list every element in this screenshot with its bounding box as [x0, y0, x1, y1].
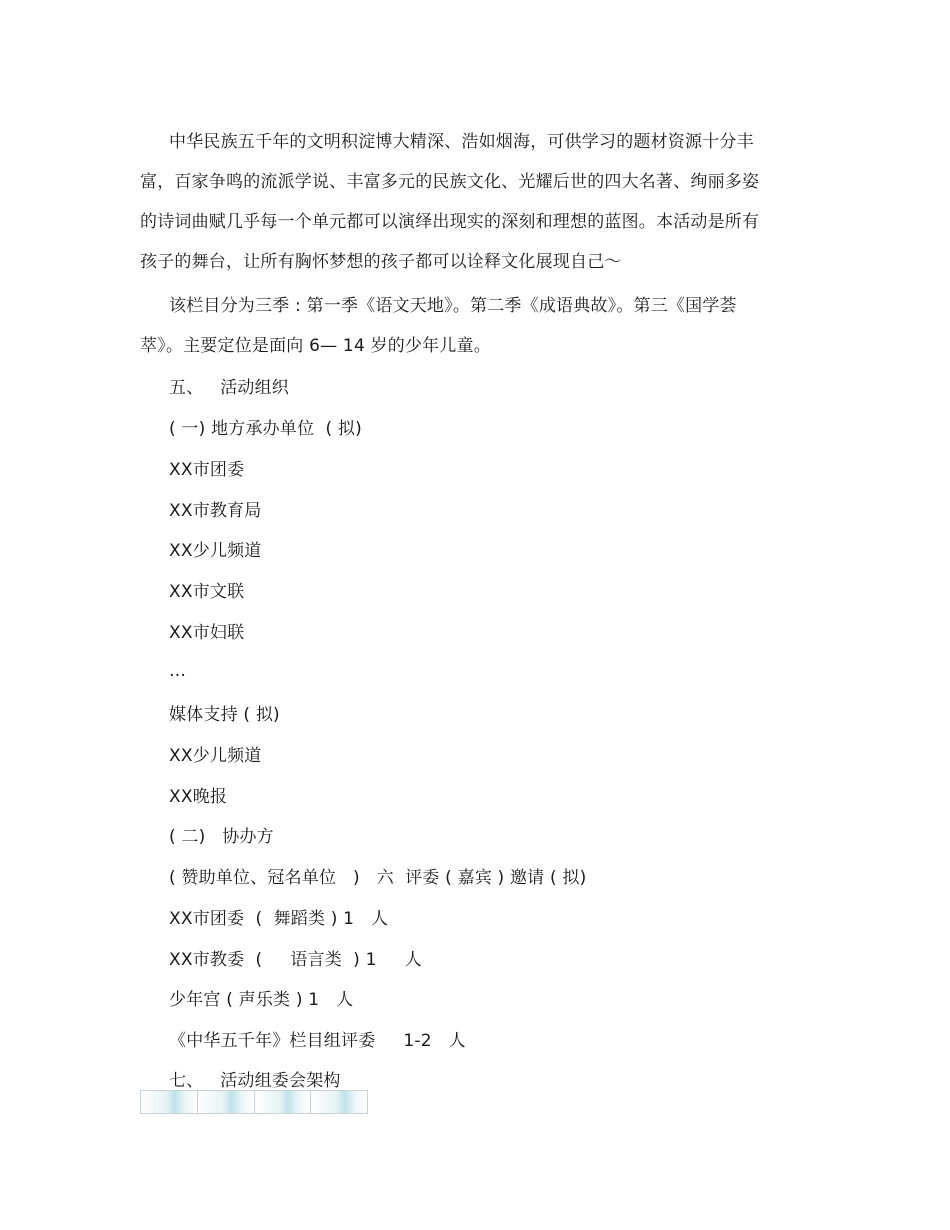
org-chart-box: [311, 1091, 367, 1113]
sub-heading-co-organizers: ( 二) 协办方: [169, 827, 274, 847]
intro-paragraph-1: 中华民族五千年的文明积淀博大精深、浩如烟海，可供学习的题材资源十分丰富，百家争鸣的流派学说、丰富多元的民族文化、光耀后世的四大名著、绚丽多姿的诗词曲赋几乎每一个单元都可以演绎出现实的深刻和理想的蓝图。本活动是所有孩子的舞台，让所有胸怀梦想的孩子都可以诠释文化展现自己～: [140, 132, 760, 272]
organizer-item: XX市妇联: [169, 623, 245, 643]
judge-item: 少年宫 ( 声乐类 ) 1 人: [169, 990, 354, 1010]
section-5-heading: 五、 活动组织: [169, 378, 290, 398]
media-item: XX晚报: [169, 787, 228, 807]
organizer-item: XX少儿频道: [169, 541, 262, 561]
org-chart-box: [255, 1091, 312, 1113]
org-chart-box: [141, 1091, 198, 1113]
section-7-heading: 七、 活动组委会架构: [169, 1071, 341, 1091]
sponsor-and-judges-line: ( 赞助单位、冠名单位 ) 六 评委 ( 嘉宾 ) 邀请 ( 拟): [169, 868, 587, 888]
judge-item: XX市教委 ( 语言类 ) 1 人: [169, 950, 422, 970]
media-support-heading: 媒体支持 ( 拟): [169, 705, 280, 725]
judge-item: XX市团委 ( 舞蹈类 ) 1 人: [169, 909, 389, 929]
media-item: XX少儿频道: [169, 746, 262, 766]
organizer-item: XX市团委: [169, 460, 245, 480]
org-chart-boxes: [140, 1090, 368, 1114]
org-chart-box: [198, 1091, 255, 1113]
judge-item: 《中华五千年》栏目组评委 1-2 人: [169, 1031, 466, 1051]
intro-paragraph-2: 该栏目分为三季 : 第一季《语文天地》。第二季《成语典故》。第三《国学荟萃》。主要定位是面向 6— 14 岁的少年儿童。: [140, 296, 737, 356]
organizer-ellipsis: …: [169, 661, 187, 681]
organizer-item: XX市教育局: [169, 501, 262, 521]
sub-heading-local-organizers: ( 一) 地方承办单位 ( 拟): [169, 419, 362, 439]
organizer-item: XX市文联: [169, 582, 245, 602]
